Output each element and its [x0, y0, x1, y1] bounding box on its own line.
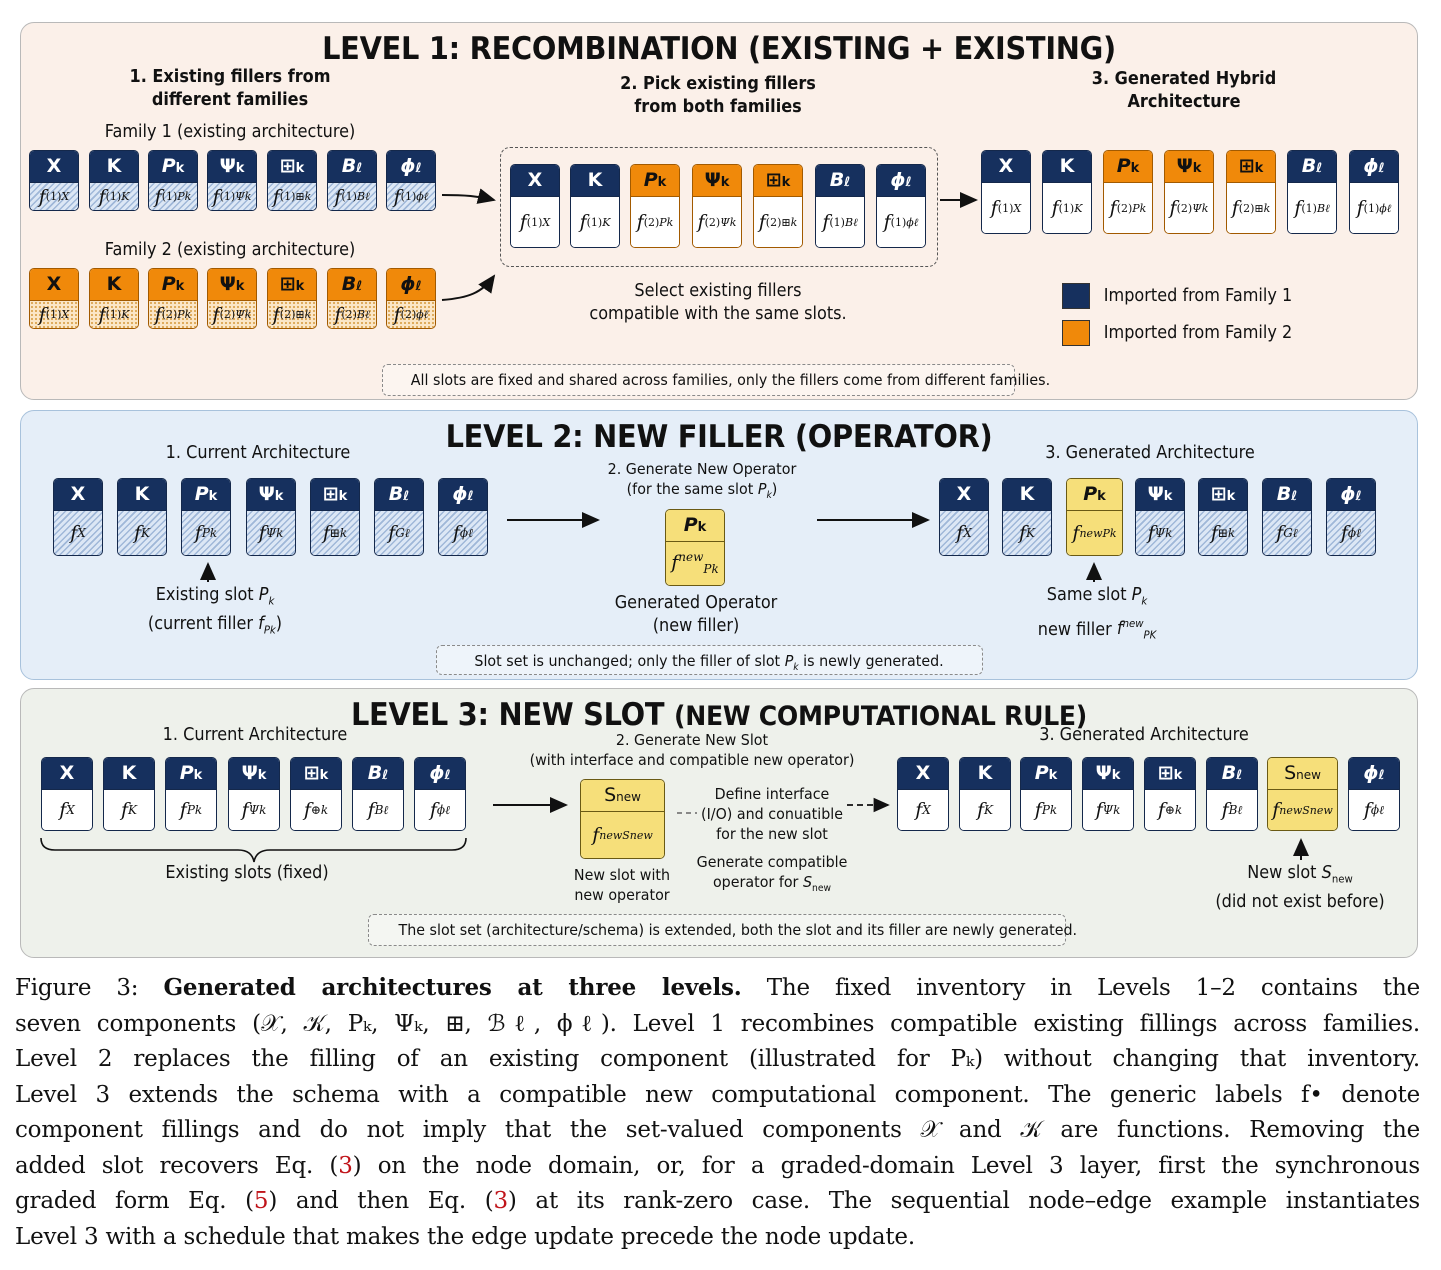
level1-step3-line1: 3. Generated Hybrid	[1091, 69, 1277, 89]
l3-current-tile-boxplusk: ⊞k f ⊕k	[290, 757, 342, 831]
new-slot-right-label: New slot $S_{new}$ (did not exist before)	[1215, 863, 1385, 912]
caption-line-5: component fillings and do not imply that the set-valued components 𝒳 and 𝒦 are functions. Removing the	[15, 1117, 1420, 1143]
pick-tile-bl: Bℓ f (1) Bℓ	[815, 164, 865, 248]
family2-tile-phil: ϕℓ f (2) ϕℓ	[386, 268, 436, 329]
caption-line-3: Level 2 replaces the filling of an existing component (illustrated for Pₖ) without changing that inventory.	[15, 1046, 1420, 1072]
l2-result-tile-pk: Pk f new Pk	[1066, 478, 1123, 556]
l2-result-tile-bl: Bℓ f Gℓ	[1262, 478, 1312, 556]
l3-current-tile-phil: ϕℓ f ϕℓ	[414, 757, 466, 831]
l2-result-tile-x: X f X	[939, 478, 989, 556]
caption-title: Generated architectures at three levels.	[163, 974, 742, 1001]
family2-label: Family 2 (existing architecture)	[104, 240, 356, 260]
l2-current-tile-phil: ϕℓ f ϕℓ	[438, 478, 488, 556]
select-line1: Select existing fillers	[634, 281, 802, 301]
level2-step3-label: 3. Generated Architecture	[1045, 443, 1255, 463]
legend-family1-label: Imported from Family 1	[1103, 286, 1293, 306]
l3-result-tile-phil: ϕℓ f ϕℓ	[1348, 757, 1400, 831]
legend-family2-label: Imported from Family 2	[1103, 323, 1293, 343]
family2-tile-psik: Ψk f (2) Ψk	[207, 268, 257, 329]
family1-tile-phil: ϕℓ f (1) ϕℓ	[386, 150, 436, 211]
l3-result-tile-snew: Snew f new Snew	[1267, 757, 1338, 831]
l2-current-tile-bl: Bℓ f Gℓ	[374, 478, 424, 556]
caption-line-2: seven components (𝒳, 𝒦, Pₖ, Ψₖ, ⊞, ℬℓ, ϕℓ). Level 1 recombines compatible existing fillings across families.	[15, 1010, 1420, 1037]
existing-slot-label: Existing slot $P_k$ (current filler $f_{Pk}$)	[147, 585, 283, 636]
family1-tile-bl: Bℓ f (1) Bℓ	[327, 150, 377, 211]
eq5-ref-link[interactable]: 5	[253, 1188, 269, 1214]
level1-step1-line1: 1. Existing fillers from	[129, 67, 331, 87]
family1-tile-x: X f (1) X	[29, 150, 79, 211]
l2-result-tile-phil: ϕℓ f ϕℓ	[1326, 478, 1376, 556]
level1-step2-line2: from both families	[634, 97, 802, 117]
level1-title: LEVEL 1: RECOMBINATION (EXISTING + EXISTING)	[322, 31, 1116, 67]
l3-current-tile-x: X f X	[41, 757, 93, 831]
family1-label: Family 1 (existing architecture)	[104, 122, 356, 142]
level1-note: All slots are fixed and shared across families, only the fillers come from different families.	[382, 364, 1015, 396]
pick-tile-pk: Pk f (2) Pk	[630, 164, 680, 248]
define-line2: (I/O) and conuatible	[701, 805, 843, 823]
l3-result-tile-k: K f K	[959, 757, 1011, 831]
l3-result-tile-psik: Ψk f Ψk	[1082, 757, 1134, 831]
family2-tile-boxplusk: ⊞k f (2) ⊞k	[267, 268, 317, 329]
l3-new-slot-tile: Snew f new Snew	[580, 779, 665, 859]
family2-tile-pk: Pk f (2) Pk	[148, 268, 198, 329]
hybrid-tile-bl: Bℓ f (1) Bℓ	[1287, 150, 1337, 234]
family1-tile-boxplusk: ⊞k f (1) ⊞k	[267, 150, 317, 211]
family1-tile-k: K f (1) K	[89, 150, 139, 211]
level2-note: Slot set is unchanged; only the filler of slot $P_k$ is newly generated.	[436, 645, 983, 675]
caption-line-1: Figure 3: Generated architectures at three levels. The fixed inventory in Levels 1–2 contains the	[15, 974, 1420, 1001]
figure-caption	[15, 970, 1420, 1255]
family1-tile-pk: Pk f (1) Pk	[148, 150, 198, 211]
hybrid-tile-x: X f (1) X	[981, 150, 1031, 234]
existing-slots-label: Existing slots (fixed)	[165, 863, 329, 883]
define-line3: for the new slot	[716, 825, 828, 843]
l2-current-tile-x: X f X	[53, 478, 103, 556]
newslot-line1: New slot with	[573, 866, 671, 884]
l3-result-tile-boxplusk: ⊞k f ⊕k	[1144, 757, 1196, 831]
hybrid-tile-phil: ϕℓ f (1) ϕℓ	[1349, 150, 1399, 234]
pick-tile-x: X f (1) X	[510, 164, 560, 248]
level3-title-main: LEVEL 3: NEW SLOT	[350, 697, 665, 733]
hybrid-tile-k: K f (1) K	[1042, 150, 1092, 234]
l3-result-tile-bl: Bℓ f Bℓ	[1206, 757, 1258, 831]
level2-step2-line1: 2. Generate New Operator	[607, 460, 797, 478]
family2-tile-bl: Bℓ f (2) Bℓ	[327, 268, 377, 329]
l2-current-tile-boxplusk: ⊞k f ⊞k	[310, 478, 360, 556]
pick-tile-psik: Ψk f (2) Ψk	[692, 164, 742, 248]
family2-tile-k: K f (1) K	[89, 268, 139, 329]
caption-line-4: Level 3 extends the schema with a compatible new computational component. The generic labels f• denote	[15, 1081, 1420, 1108]
level2-title: LEVEL 2: NEW FILLER (OPERATOR)	[445, 419, 993, 455]
gen-line1: Generate compatible	[696, 853, 848, 871]
level3-step2-line1: 2. Generate New Slot	[615, 731, 769, 749]
eq3-ref-link-2[interactable]: 3	[493, 1188, 508, 1214]
caption-line-7: graded form Eq. (5) and then Eq. (3) at its rank-zero case. The sequential node–edge example instantiates	[15, 1188, 1420, 1214]
level2-step2-label: 2. Generate New Operator (for the same slot $P_k$)	[607, 460, 797, 502]
level3-step2-line2: (with interface and compatible new operator)	[529, 751, 855, 769]
level1-step1-line2: different families	[151, 90, 309, 110]
l2-current-tile-k: K f K	[117, 478, 167, 556]
level2-step1-label: 1. Current Architecture	[165, 443, 351, 463]
caption-line-6: added slot recovers Eq. (3) on the node domain, or, for a graded-domain Level 3 layer, first the synchronous	[15, 1152, 1420, 1179]
l3-current-tile-psik: Ψk f Ψk	[228, 757, 280, 831]
pick-tile-boxplusk: ⊞k f (2) ⊞k	[753, 164, 803, 248]
level1-step2-line1: 2. Pick existing fillers	[620, 74, 816, 94]
hybrid-tile-psik: Ψk f (2) Ψk	[1164, 150, 1214, 234]
l3-current-tile-pk: Pk f Pk	[165, 757, 217, 831]
generate-compatible-label: Generate compatible operator for $S_{new}$	[696, 853, 848, 895]
caption-label: Figure 3:	[15, 975, 139, 1001]
level3-step3-label: 3. Generated Architecture	[1039, 725, 1249, 745]
level1-step3-line2: Architecture	[1127, 92, 1241, 112]
hybrid-tile-pk: Pk f (2) Pk	[1103, 150, 1153, 234]
caption-line-8: Level 3 with a schedule that makes the edge update precede the node update.	[15, 1223, 915, 1250]
l2-current-tile-psik: Ψk f Ψk	[246, 478, 296, 556]
newslot-right-line2: (did not exist before)	[1215, 891, 1385, 912]
l2-result-tile-k: K f K	[1002, 478, 1052, 556]
l2-new-operator-tile: Pk $f^{new}_{Pk}$	[665, 509, 725, 586]
generated-line2: (new filler)	[652, 616, 740, 636]
level3-step1-label: 1. Current Architecture	[162, 725, 348, 745]
generated-line1: Generated Operator	[614, 593, 778, 613]
l2-current-tile-pk: Pk f Pk	[181, 478, 231, 556]
l3-current-tile-k: K f K	[103, 757, 155, 831]
level3-title-paren: (NEW COMPUTATIONAL RULE)	[674, 701, 1088, 732]
l3-result-tile-pk: Pk f Pk	[1020, 757, 1072, 831]
family1-tile-psik: Ψk f (1) Ψk	[207, 150, 257, 211]
l2-result-tile-boxplusk: ⊞k f ⊞k	[1198, 478, 1248, 556]
l2-result-tile-psik: Ψk f Ψk	[1135, 478, 1185, 556]
l3-result-tile-x: X f X	[897, 757, 949, 831]
eq3-ref-link[interactable]: 3	[338, 1152, 353, 1179]
pick-tile-k: K f (1) K	[570, 164, 620, 248]
pick-tile-phil: ϕℓ f (1) ϕℓ	[876, 164, 926, 248]
level3-note: The slot set (architecture/schema) is extended, both the slot and its filler are newly generated.	[368, 914, 1066, 946]
l3-current-tile-bl: Bℓ f Bℓ	[352, 757, 404, 831]
family2-tile-x: X f (1) X	[29, 268, 79, 329]
hybrid-tile-boxplusk: ⊞k f (2) ⊞k	[1226, 150, 1276, 234]
define-line1: Define interface	[714, 785, 830, 803]
newslot-line2: new operator	[574, 886, 670, 904]
select-line2: compatible with the same slots.	[589, 304, 847, 324]
same-slot-label: Same slot $P_k$ new filler $f^{new}_{PK}$	[1037, 585, 1157, 642]
